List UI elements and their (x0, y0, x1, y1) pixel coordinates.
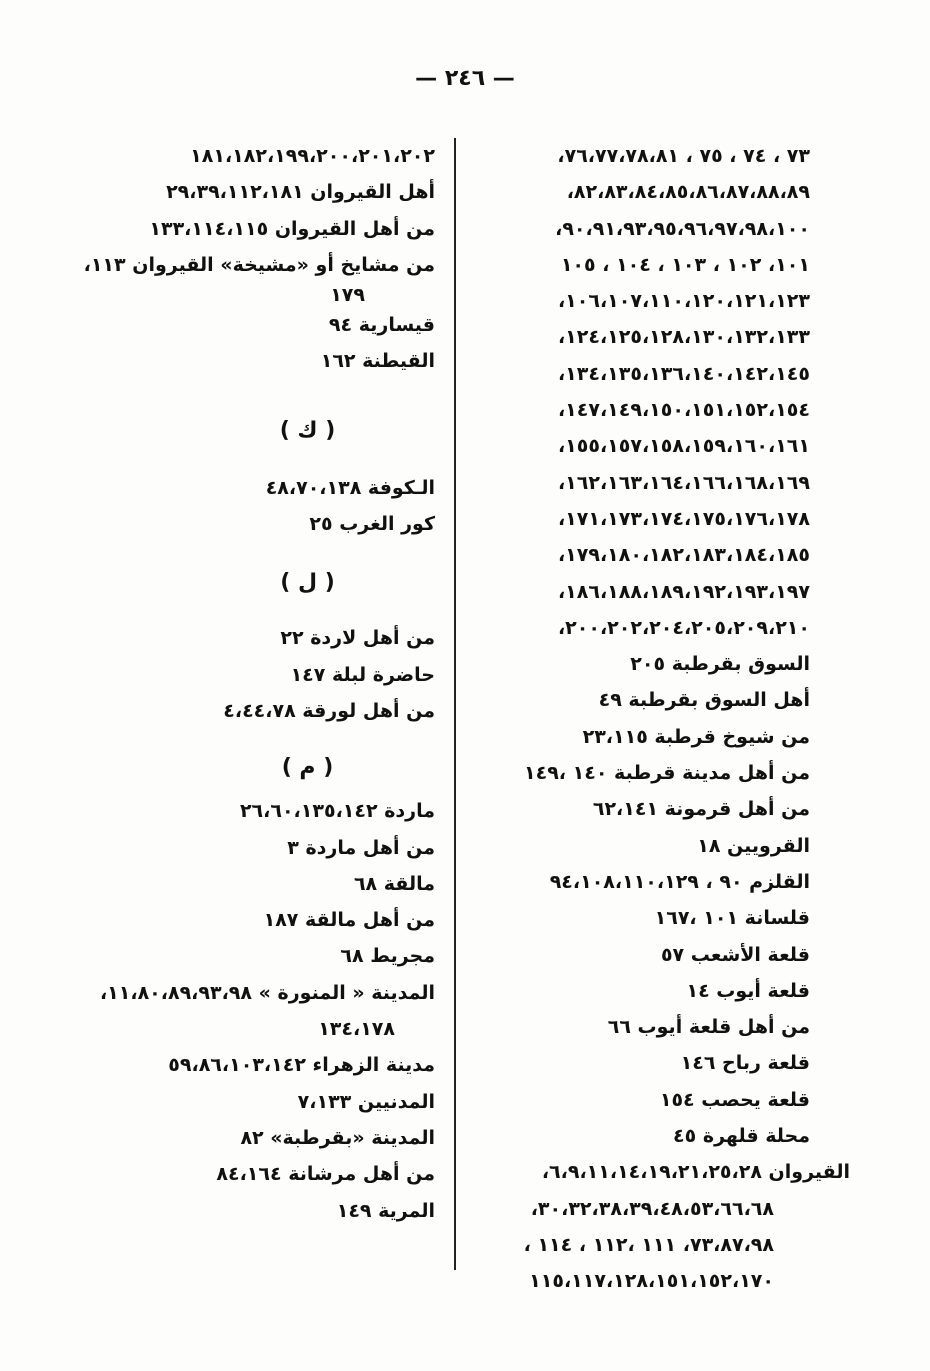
page-number: — ٢٤٦ — (415, 66, 515, 91)
index-entry: حاضرة لبلة ١٤٧ (290, 663, 435, 686)
left-column (83, 138, 435, 1229)
index-line: ٨٢،٨٣،٨٤،٨٥،٨٦،٨٧،٨٨،٨٩، (566, 181, 810, 204)
index-entry: قيسارية ٩٤ (328, 314, 435, 337)
index-entry: قلعة أيوب ١٤ (686, 979, 810, 1002)
index-entry: المرية ١٤٩ (336, 1199, 435, 1222)
index-line: ١٧٩،١٨٠،١٨٢،١٨٣،١٨٤،١٨٥، (557, 544, 810, 567)
index-entry: قلعة رباح ١٤٦ (680, 1052, 810, 1075)
index-line: ١٨١،١٨٢،١٩٩،٢٠٠،٢٠١،٢٠٢ (190, 145, 435, 167)
index-entry: من أهل ماردة ٣ (287, 836, 435, 859)
right-column (470, 138, 850, 1300)
index-line: ١٧١،١٧٣،١٧٤،١٧٥،١٧٦،١٧٨، (557, 507, 810, 530)
index-line: ١٠١، ١٠٢ ، ١٠٣ ، ١٠٤ ، ١٠٥ (560, 253, 810, 276)
index-entry: قلعة الأشعب ٥٧ (660, 943, 810, 966)
index-entry: القلزم ٩٠ ، ٩٤،١٠٨،١١٠،١٢٩ (549, 870, 810, 893)
index-entry: أهل القيروان ٢٩،٣٩،١١٢،١٨١ (166, 181, 435, 204)
index-line: ١٣٤،١٣٥،١٣٦،١٤٠،١٤٢،١٤٥، (557, 362, 810, 385)
index-line: ٩٠،٩١،٩٣،٩٥،٩٦،٩٧،٩٨،١٠٠، (555, 217, 810, 240)
index-entry: كور الغرب ٢٥ (309, 513, 435, 536)
index-entry: من أهل قرمونة ٦٢،١٤١ (592, 798, 810, 821)
index-entry: من أهل لاردة ٢٢ (280, 627, 435, 650)
index-line: ١٢٤،١٢٥،١٢٨،١٣٠،١٣٢،١٣٣، (557, 326, 810, 349)
index-entry: محلة قلهرة ٤٥ (673, 1125, 810, 1148)
index-entry: المدينة « المنورة » ١١،٨٠،٨٩،٩٣،٩٨، (99, 981, 435, 1004)
index-entry: المدينة «بقرطبة» ٨٢ (240, 1126, 435, 1149)
index-entry: أهل السوق بقرطبة ٤٩ (598, 689, 810, 712)
index-entry: مجريط ٦٨ (340, 945, 435, 968)
index-line: ٢٠٠،٢٠٢،٢٠٤،٢٠٥،٢٠٩،٢١٠، (557, 616, 810, 639)
index-line: ١١٥،١١٧،١٢٨،١٥١،١٥٢،١٧٠ (529, 1270, 774, 1293)
section-heading-kaf: ( ك ) (279, 417, 336, 443)
section-heading-mim: ( م ) (281, 755, 334, 781)
index-entry: الـكوفة ٤٨،٧٠،١٣٨ (265, 476, 435, 499)
index-entry: ماردة ٢٦،٦٠،١٣٥،١٤٢ (239, 800, 435, 823)
index-line: ٧٣ ، ٧٤ ، ٧٥ ، ٧٦،٧٧،٧٨،٨١، (557, 145, 810, 167)
index-entry: مدينة الزهراء ٥٩،٨٦،١٠٣،١٤٢ (168, 1054, 435, 1077)
index-entry: قلعة يحصب ١٥٤ (659, 1088, 810, 1111)
index-entry: من أهل مدينة قرطبة ١٤٠ ،١٤٩ (524, 762, 810, 785)
index-entry: قلسانة ١٠١ ،١٦٧ (654, 907, 810, 930)
index-entry: المدنيين ٧،١٣٣ (297, 1090, 435, 1113)
index-entry: من أهل قلعة أيوب ٦٦ (607, 1016, 810, 1039)
index-entry: من أهل لورقة ٤،٤٤،٧٨ (223, 699, 435, 722)
index-entry: السوق بقرطبة ٢٠٥ (630, 653, 810, 676)
index-line: ١٧٩ (330, 284, 365, 307)
index-line: ٧٣،٨٧،٩٨، ١١١ ،١١٢ ، ١١٤ ، (523, 1233, 774, 1256)
index-entry: من أهل مرشانة ٨٤،١٦٤ (216, 1163, 435, 1186)
section-heading-lam: ( ل ) (280, 570, 335, 596)
index-entry: من مشايخ أو «مشيخة» القيروان ١١٣، (83, 253, 435, 276)
index-line: ٣٠،٣٢،٣٨،٣٩،٤٨،٥٣،٦٦،٦٨، (530, 1197, 774, 1220)
index-line: ١٠٦،١٠٧،١١٠،١٢٠،١٢١،١٢٣، (557, 290, 810, 313)
index-entry: من أهل مالقة ١٨٧ (263, 909, 435, 932)
index-entry: القرويين ١٨ (697, 834, 810, 857)
index-line: ١٤٧،١٤٩،١٥٠،١٥١،١٥٢،١٥٤، (557, 399, 810, 422)
index-entry: القيروان ٦،٩،١١،١٤،١٩،٢١،٢٥،٢٨، (541, 1161, 850, 1184)
index-line: ١٣٤،١٧٨ (318, 1018, 395, 1041)
index-entry: مالقة ٦٨ (353, 872, 435, 895)
index-entry: من أهل القيروان ١٣٣،١١٤،١١٥ (149, 217, 435, 240)
index-entry: من شيوخ قرطبة ٢٣،١١٥ (582, 725, 810, 748)
index-line: ١٨٦،١٨٨،١٨٩،١٩٢،١٩٣،١٩٧، (557, 580, 810, 603)
index-entry: القيطنة ١٦٢ (320, 350, 435, 373)
index-line: ١٥٥،١٥٧،١٥٨،١٥٩،١٦٠،١٦١، (557, 435, 810, 458)
column-divider (454, 138, 456, 1270)
index-line: ١٦٢،١٦٣،١٦٤،١٦٦،١٦٨،١٦٩، (557, 471, 810, 494)
